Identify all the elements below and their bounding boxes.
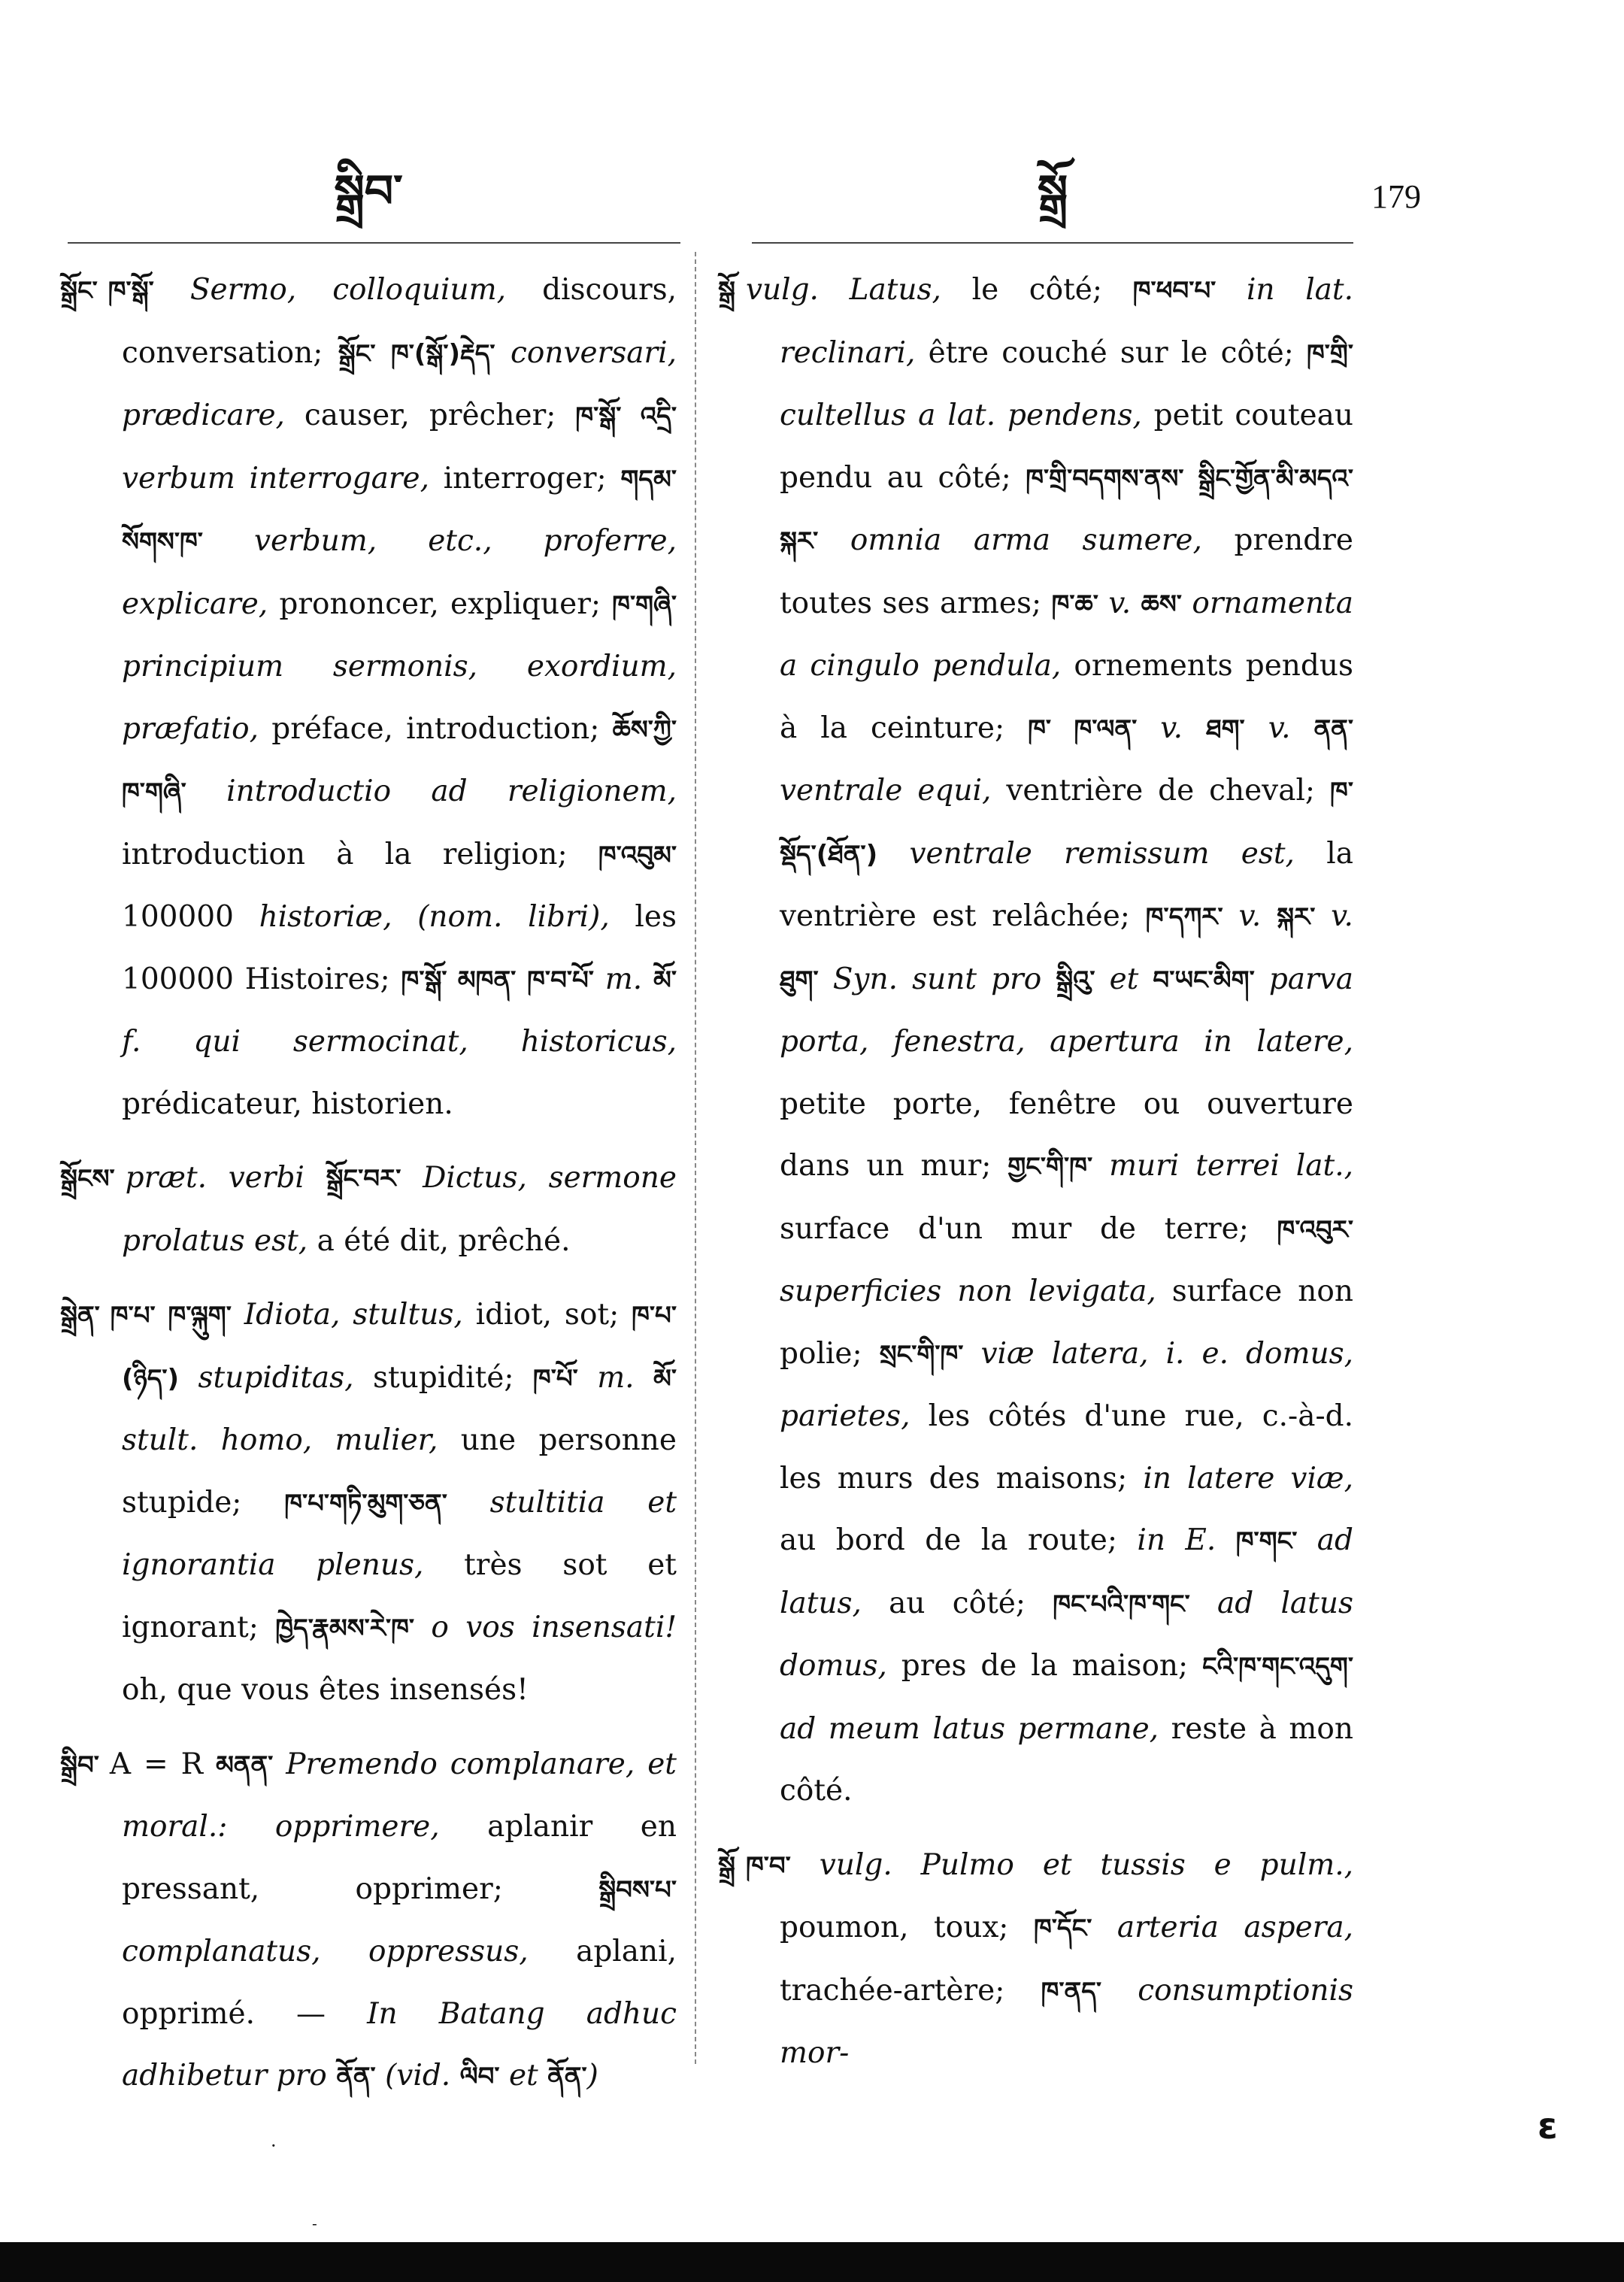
dictionary-entry [60,259,677,1135]
dictionary-entry [60,1147,677,1272]
entry-definition: ཁ་བ་ vulg. Pulmo et tussis e pulm., poumon, toux; ཁ་དོང་ arteria aspera, trachée-artère; ཁ་ནད་ consumptionis mor- [745,1847,1353,2070]
header-rule-left [68,242,680,244]
left-column [60,259,677,2120]
margin-mark: ɛ [1538,2105,1558,2147]
entry-headword: སྒྲོང་ [60,276,98,306]
dictionary-entry [60,1734,677,2108]
entry-definition: vulg. Latus, le côté; ཁ་ཕབ་པ་ in lat. reclinari, être couché sur le côté; ཁ་གྲི་ cultellus a lat. pendens, petit couteau pendu au côté; ཁ་གྲི་བདགས་ནས་ སྒྲིང་གྱོན་མི་མདའ་སྐར་ omnia arma sumere, prendre toutes ses armes; ཁ་ཆ་ v. ཆས་ ornamenta a cingulo pendula, ornements pendus à la ceinture; ཁ་ ཁ་ལན་ v. ཐག་ v. ནན་ ventrale equi, ventrière de cheval; ཁ་སྡོད་(ཐོན་) ventrale remissum est, la ventrière est relâchée; ཁ་དཀར་ v. སྐར་ v. ཐུག་ Syn. sunt pro སྒྲིའུ་ et བ་ཡང་མིག་ parva porta, fenestra, apertura in latere, petite porte, fenêtre ou ouverture dans un mur; གྱང་གི་ཁ་ muri terrei lat., surface d'un mur de terre; ཁ་འབུར་ superficies non levigata, surface non polie; སྲང་གི་ཁ་ viæ latera, i. e. domus, parietes, les côtés d'une rue, c.-à-d. les murs des maisons; in latere viæ, au bord de la route; in E. ཁ་གང་ ad latus, au côté; ཁང་པའི་ཁ་གང་ ad latus domus, pres de la maison; ངའི་ཁ་གང་འདུག་ ad meum latus permane, reste à mon côté. [745,273,1353,1808]
running-head-left: སྒྲིབ་ [334,165,403,218]
stray-tick: - [312,2214,317,2232]
entry-definition: ཁ་སྒོ་ Sermo, colloquium, discours, conversation; སྒྲོང་ ཁ་(སྒོ་)རྡེད་ conversari, prædicare, causer, prêcher; ཁ་སྒོ་ འདྲི་ verbum interrogare, interroger; གདམ་སོགས་ཁ་ verbum, etc., proferre, explicare, prononcer, expliquer; ཁ་གཞི་ principium sermonis, exordium, præfatio, préface, introduction; ཆོས་ཀྱི་ཁ་གཞི་ introductio ad religionem, introduction à la religion; ཁ་འབུམ་ 100000 historiæ, (nom. libri), les 100000 Histoires; ཁ་སྒོ་ མཁན་ ཁ་བ་པོ་ m. མོ་ f. qui sermocinat, historicus, prédicateur, historien. [108,273,677,1121]
header-rule-right [752,242,1353,244]
entry-headword: སྒྲིབ་ [60,1750,99,1780]
entry-headword: སྒྲེན་ [60,1301,100,1331]
dictionary-entry [718,1835,1353,2085]
entry-definition: ཁ་པ་ ཁ་ལྐུག་ Idiota, stultus, idiot, sot; ཁ་པ་(ཉིད་) stupiditas, stupidité; ཁ་པོ་ m. མོ་ stult. homo, mulier, une personne stupide; ཁ་པ་གཏི་མུག་ཅན་ stultitia et ignorantia plenus, très sot et ignorant; ཁྱེད་རྣམས་རེ་ཁ་ o vos insensati! oh, que vous êtes insensés! [110,1298,677,1707]
entry-definition: A = R མནན་ Premendo complanare, et moral.: opprimere, aplanir en pressant, opprimer; སྒྲིབས་པ་ complanatus, oppressus, aplani, opprimé. — In Batang adhuc adhibetur pro ནོན་ (vid. ལིབ་ et ནོན་) [109,1747,677,2093]
entry-headword: སྒྲོ [718,1850,735,1881]
entry-headword: སྒྲོ [718,276,735,306]
right-column [718,259,1353,2097]
running-head-right: སྒྲོ [1037,165,1068,218]
stray-dot: · [271,2135,277,2156]
dictionary-entry [60,1284,677,1722]
page-number: 179 [1371,178,1421,215]
column-divider [695,252,696,2064]
scan-edge-bar [0,2242,1624,2282]
dictionary-entry [718,259,1353,1823]
entry-definition: præt. verbi སྒྲོང་བར་ Dictus, sermone prolatus est, a été dit, prêché. [122,1161,677,1258]
entry-headword: སྒྲོངས་ [60,1164,115,1194]
